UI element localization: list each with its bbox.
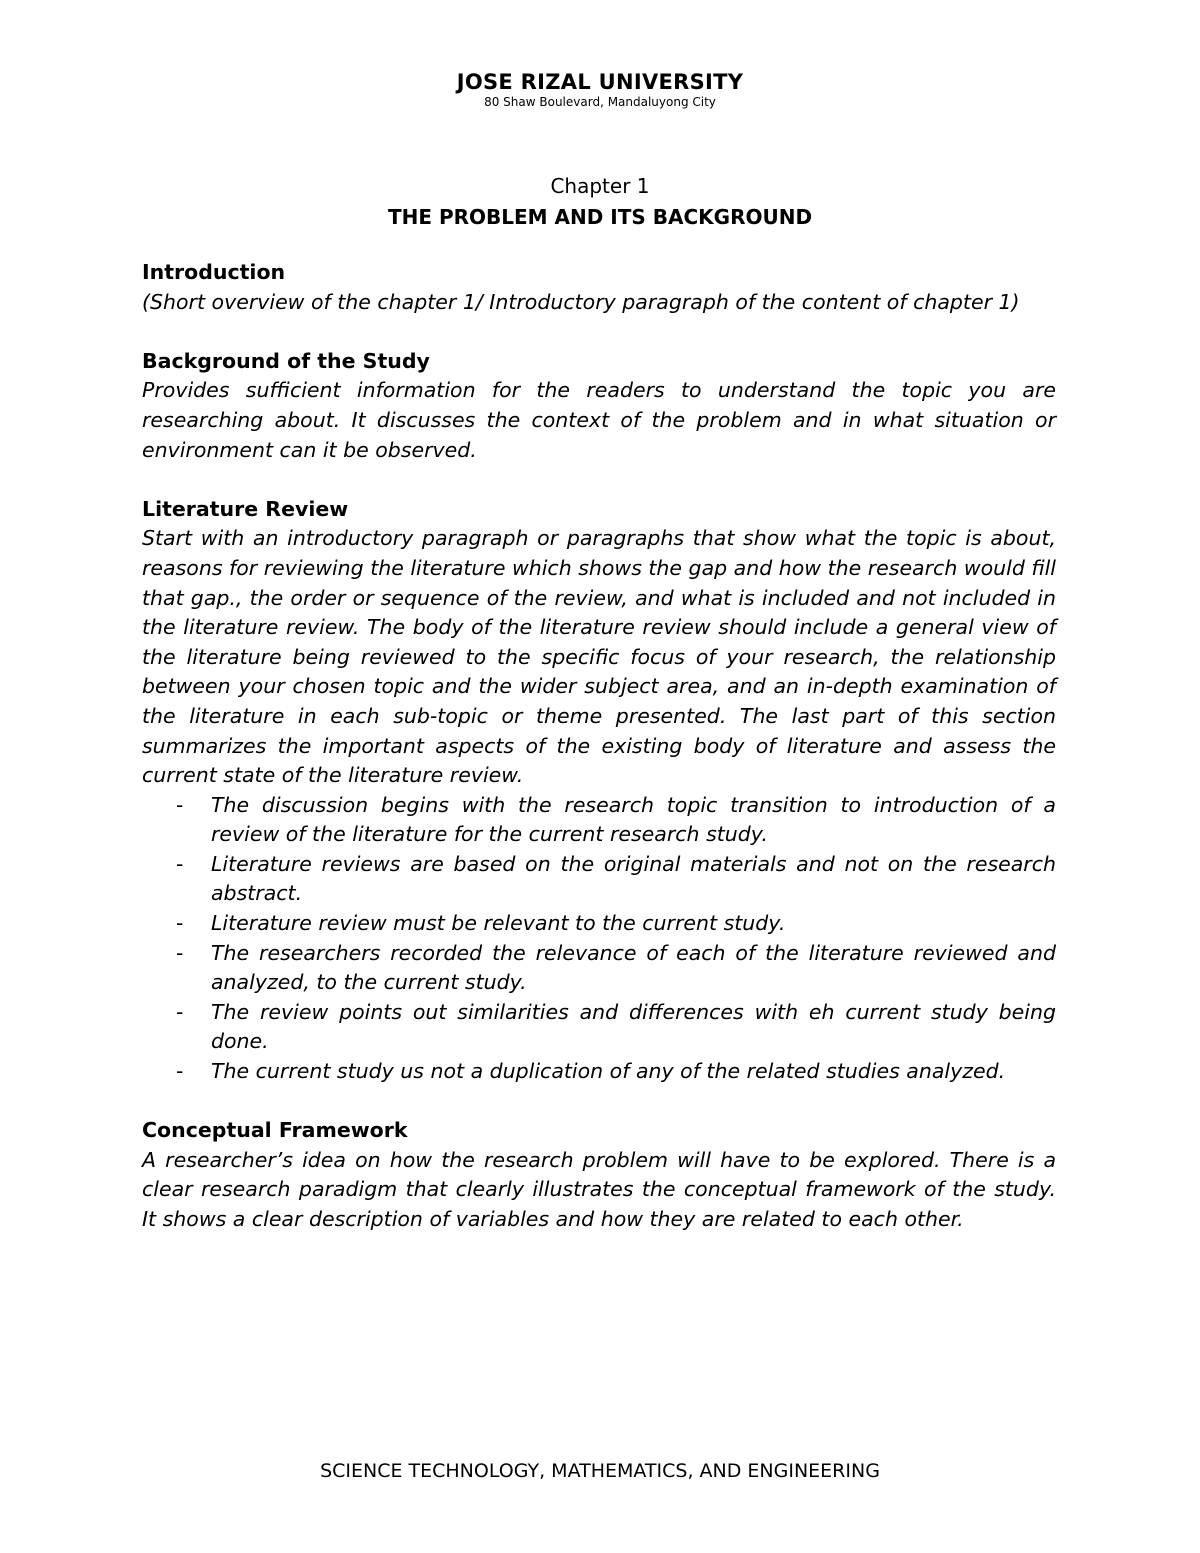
list-item: [142, 939, 1056, 998]
bullet-marker: -: [176, 792, 184, 817]
list-item: [142, 909, 1056, 939]
list-item-text: Literature review must be relevant to the current study.: [211, 911, 786, 936]
chapter-heading: [0, 172, 1200, 232]
list-item-text: The researchers recorded the relevance of each of the literature reviewed and analyzed, to the current study.: [211, 940, 1056, 995]
page-header: [0, 68, 1200, 110]
bullet-marker: -: [176, 999, 184, 1024]
section-conceptual-framework: [142, 1116, 1056, 1234]
university-name: JOSE RIZAL UNIVERSITY: [456, 70, 744, 94]
section-text: (Short overview of the chapter 1/ Introductory paragraph of the content of chapter 1): [142, 289, 1020, 314]
section-text: Start with an introductory paragraph or paragraphs that show what the topic is about, reasons for reviewing the literature which shows the gap and how the research would fill that gap., the order or sequence of the review, and what is included and not included in the literature review. The body of the literature review should include a general view of the literature being reviewed to the specific focus of your research, the relationship between your chosen topic and the wider subject area, and an in-depth examination of the literature in each sub-topic or theme presented. The last part of this section summarizes the important aspects of the existing body of literature and assess the current state of the literature review.: [142, 526, 1056, 788]
section-heading: Conceptual Framework: [142, 1118, 408, 1143]
section-literature-review: [142, 495, 1056, 1087]
section-text: Provides sufficient information for the readers to understand the topic you are researching about. It discusses the context of the problem and in what situation or environment can it be observed.: [142, 378, 1056, 462]
chapter-label: Chapter 1: [550, 174, 650, 198]
university-address: 80 Shaw Boulevard, Mandaluyong City: [484, 95, 716, 109]
list-item: [142, 791, 1056, 850]
section-text: A researcher’s idea on how the research problem will have to be explored. There is a clear research paradigm that clearly illustrates the conceptual framework of the study. It shows a clear description of variables and how they are related to each other.: [142, 1147, 1056, 1231]
list-item-text: The review points out similarities and differences with eh current study being done.: [211, 999, 1056, 1054]
bullet-marker: -: [176, 940, 184, 965]
bullet-marker: -: [176, 911, 184, 936]
section-heading: Literature Review: [142, 496, 349, 521]
bullet-list: [142, 791, 1056, 1087]
section-heading: Introduction: [142, 260, 286, 284]
chapter-title: THE PROBLEM AND ITS BACKGROUND: [387, 205, 813, 229]
section-heading: Background of the Study: [142, 348, 430, 373]
list-item: [142, 1057, 1056, 1087]
section-introduction: [142, 258, 1056, 317]
list-item-text: The current study us not a duplication of any of the related studies analyzed.: [211, 1059, 1006, 1084]
list-item: [142, 998, 1056, 1057]
list-item-text: The discussion begins with the research topic transition to introduction of a review of the literature for the current research study.: [211, 792, 1056, 847]
section-background: [142, 347, 1056, 465]
list-item: [142, 850, 1056, 909]
list-item-text: Literature reviews are based on the original materials and not on the research abstract.: [211, 851, 1056, 906]
document-body: [142, 258, 1056, 1264]
page-footer: SCIENCE TECHNOLOGY, MATHEMATICS, AND ENGINEERING: [320, 1460, 880, 1482]
bullet-marker: -: [176, 851, 184, 876]
bullet-marker: -: [176, 1059, 184, 1084]
